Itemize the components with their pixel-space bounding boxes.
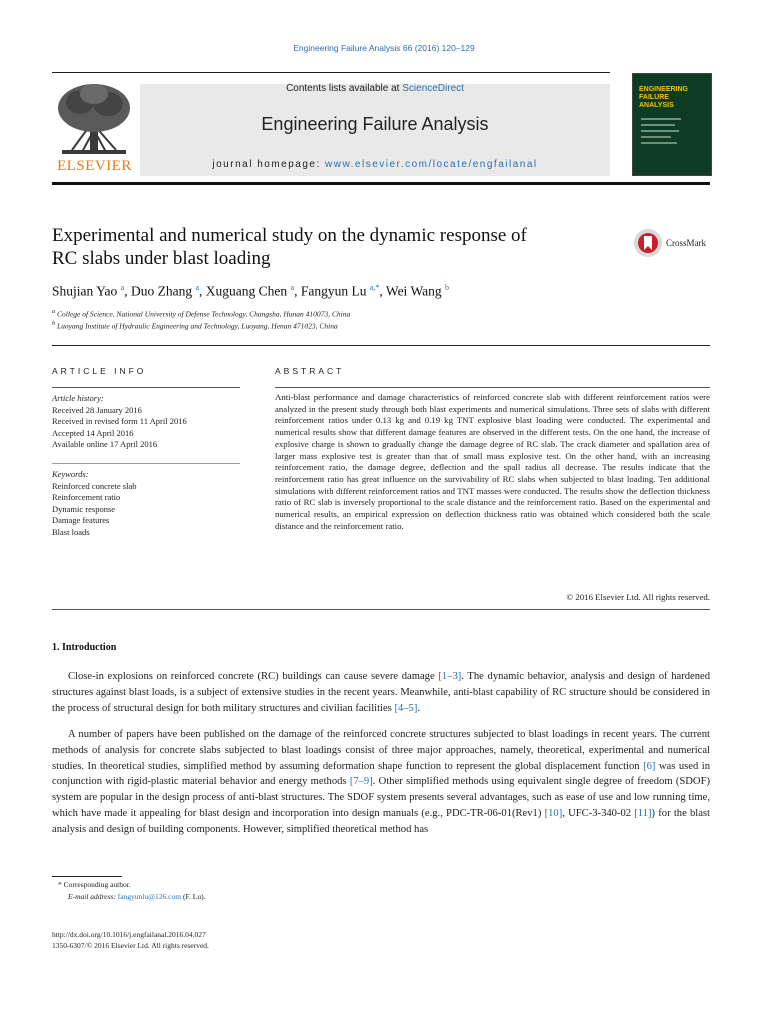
keyword: Damage features <box>52 515 110 525</box>
header-top-rule <box>52 72 610 73</box>
article-title-line: RC slabs under blast loading <box>52 248 271 269</box>
affiliation-text: Luoyang Institute of Hydraulic Engineering and Technology, Luoyang, Henan 471023, China <box>57 321 338 331</box>
keyword: Reinforcement ratio <box>52 492 121 502</box>
corresponding-author-note <box>58 880 131 889</box>
text-run: ) for the blast analysis and design of building components. However, simplified theoretical method has <box>52 807 710 835</box>
intro-paragraph-2 <box>52 727 710 838</box>
cover-title-line: FAILURE <box>639 94 669 101</box>
elsevier-tree-icon <box>52 80 137 158</box>
author-name[interactable]: Fangyun Lu <box>300 283 367 299</box>
asterisk-icon: * <box>58 880 64 889</box>
journal-title: Engineering Failure Analysis <box>261 114 489 134</box>
article-title-line: Experimental and numerical study on the dynamic response of <box>52 225 527 246</box>
email-suffix: (F. Lu). <box>181 892 206 901</box>
citation-link[interactable]: [11] <box>634 807 652 819</box>
keywords-label: Keywords: <box>52 469 89 479</box>
affiliation-text: College of Science, National University of Defense Technology, Changsha, Hunan 410073, China <box>57 309 351 319</box>
section-divider <box>52 345 710 346</box>
homepage-link[interactable]: www.elsevier.com/locate/engfailanal <box>325 159 538 170</box>
journal-reference[interactable]: Engineering Failure Analysis 66 (2016) 120–129 <box>293 43 475 53</box>
introduction-heading: 1. Introduction <box>52 642 117 653</box>
article-history <box>52 393 187 451</box>
abstract-rule <box>275 387 710 388</box>
author-name[interactable]: Xuguang Chen <box>205 283 288 299</box>
article-info-heading: ARTICLE INFO <box>52 366 147 376</box>
journal-homepage <box>140 159 610 170</box>
crossmark-badge[interactable] <box>633 228 706 258</box>
journal-cover-image <box>632 73 712 176</box>
article-title <box>52 224 622 270</box>
keyword: Reinforced concrete slab <box>52 480 137 491</box>
citation-link[interactable]: [4–5] <box>394 702 418 714</box>
author-affil-sup[interactable]: b <box>444 283 449 292</box>
crossmark-icon <box>633 228 663 258</box>
author-name[interactable]: Shujian Yao <box>52 283 118 299</box>
intro-paragraph-1 <box>52 669 710 716</box>
corresponding-label: Corresponding author. <box>63 880 131 889</box>
history-label: Article history: <box>52 393 104 403</box>
footnote-rule <box>52 876 122 877</box>
author-name[interactable]: Wei Wang <box>385 283 442 299</box>
text-run: A number of papers have been published on the damage of the reinforced concrete structures subjected to blast loadings in recent years. The current methods of analysis for concrete slabs subjected to blast loadings consist of three major approaches, namely, theoretical, experimental and numerical studies. In theoretical studies, simplified method by assuming deformation shape function to represent the global displacement function <box>52 729 710 772</box>
text-run: . The dynamic behavior, analysis and design of hardened structures against blast loads, is a subject of extensive studies in the recent years. Meanwhile, anti-blast capability of RC structure should be considered in the process of structural design for both military structures and civilian facilities <box>52 671 711 714</box>
keywords-rule <box>52 463 240 464</box>
email-label: E-mail address: <box>68 892 118 901</box>
text-run: . Other simplified methods using equivalent single degree of freedom (SDOF) system are popular in the design process of anti-blast structures. The SDOF system presents several advantages, such as ease of use and low running time, which have made it appealing for blast design and incorporation into design manuals (e.g., PDC-TR-06-01(Rev1) <box>52 776 710 819</box>
text-run: Close-in explosions on reinforced concrete (RC) buildings can cause severe damage <box>68 671 439 682</box>
affiliation-sup: a <box>52 308 56 315</box>
cover-title-line: ANALYSIS <box>639 102 674 109</box>
history-item: Accepted 14 April 2016 <box>52 427 134 438</box>
text-run: was used in conjunction with rigid-plastic material behavior and energy methods <box>52 760 710 788</box>
citation-link[interactable]: [10] <box>544 807 563 819</box>
author-list: Shujian Yao $^a$, Duo Zhang $^a$, Xuguang Chen $^a$, Fangyun Lu $^{a,*}$, Wei Wang $^b$ <box>52 283 449 299</box>
abstract-copyright: © 2016 Elsevier Ltd. All rights reserved. <box>566 592 710 602</box>
author-affil-sup[interactable]: a <box>290 283 295 292</box>
history-item: Available online 17 April 2016 <box>52 439 158 449</box>
affiliation-sup: b <box>52 320 56 327</box>
citation-link[interactable]: [1–3] <box>438 671 462 682</box>
keyword: Dynamic response <box>52 503 116 514</box>
citation-link[interactable]: [6] <box>643 760 656 772</box>
abstract-text: Anti-blast performance and damage characteristics of reinforced concrete slab with different reinforcement ratios were analyzed in the present study through both blast experiments and numerical simulations. Three sets of slabs with different reinforcement ratios under 0.13 kg and 0.19 kg TNT explosive blast loading were conducted. The experimental and numerical results show that different damage features are observed in the different tests. On the one hand, the increase of explosive charge is shown to gradually change the damage degree of RC slab. The crack diameter and spallation area of larger mass explosive test is greater than that of small mass explosive test. On the other hand, with an increasing reinforcement ratio, the damage degree, deflection and the spall radius all decrease. The results indicate that the reinforcement ratio has great influence on the survivability of RC slabs when subjected to blast loading. Ten additional simulations with different reinforcement ratios and TNT masses were conducted. The results show the deflection thickness ratio of RC slab is inversely proportional to the scale distance and the reinforcement ratio. Based on the experimental and numerical results, an empirical expression on deflection thickness ratio was obtained which considered both the scale distance and the reinforcement ratio. <box>275 392 710 531</box>
keyword: Blast loads <box>52 526 90 537</box>
history-item: Received 28 January 2016 <box>52 404 142 415</box>
header-bottom-rule <box>52 182 710 185</box>
issn-line: 1350-6307/© 2016 Elsevier Ltd. All rights reserved. <box>52 941 209 950</box>
author-affil-sup[interactable]: a <box>195 283 200 292</box>
keywords <box>52 469 137 538</box>
affiliation <box>52 308 350 319</box>
sciencedirect-link[interactable]: ScienceDirect <box>402 83 464 94</box>
elsevier-logo <box>52 80 137 175</box>
contents-line <box>140 83 610 94</box>
author-affil-sup[interactable]: a,* <box>369 283 380 292</box>
contents-prefix: Contents lists available at <box>286 83 403 94</box>
history-item: Received in revised form 11 April 2016 <box>52 416 187 426</box>
text-run: . <box>417 702 421 714</box>
text-run: , UFC-3-340-02 <box>562 807 635 819</box>
abstract-heading: ABSTRACT <box>275 366 345 376</box>
homepage-prefix: journal homepage: <box>212 159 326 170</box>
crossmark-label: CrossMark <box>666 238 706 248</box>
cover-title-line: ENGINEERING <box>639 86 689 93</box>
citation-link[interactable]: [7–9] <box>349 776 373 788</box>
cover-title <box>639 86 688 110</box>
doi-link[interactable]: http://dx.doi.org/10.1016/j.engfailanal.2016.04.027 <box>52 930 206 939</box>
author-affil-sup[interactable]: a <box>120 283 125 292</box>
elsevier-wordmark: ELSEVIER <box>57 158 132 174</box>
affiliation <box>52 320 338 331</box>
author-name[interactable]: Duo Zhang <box>130 283 193 299</box>
article-info-rule <box>52 387 240 388</box>
email-link[interactable]: fangyunlu@126.com <box>117 892 182 901</box>
abstract-bottom-rule <box>52 609 710 610</box>
email-note <box>68 892 205 901</box>
